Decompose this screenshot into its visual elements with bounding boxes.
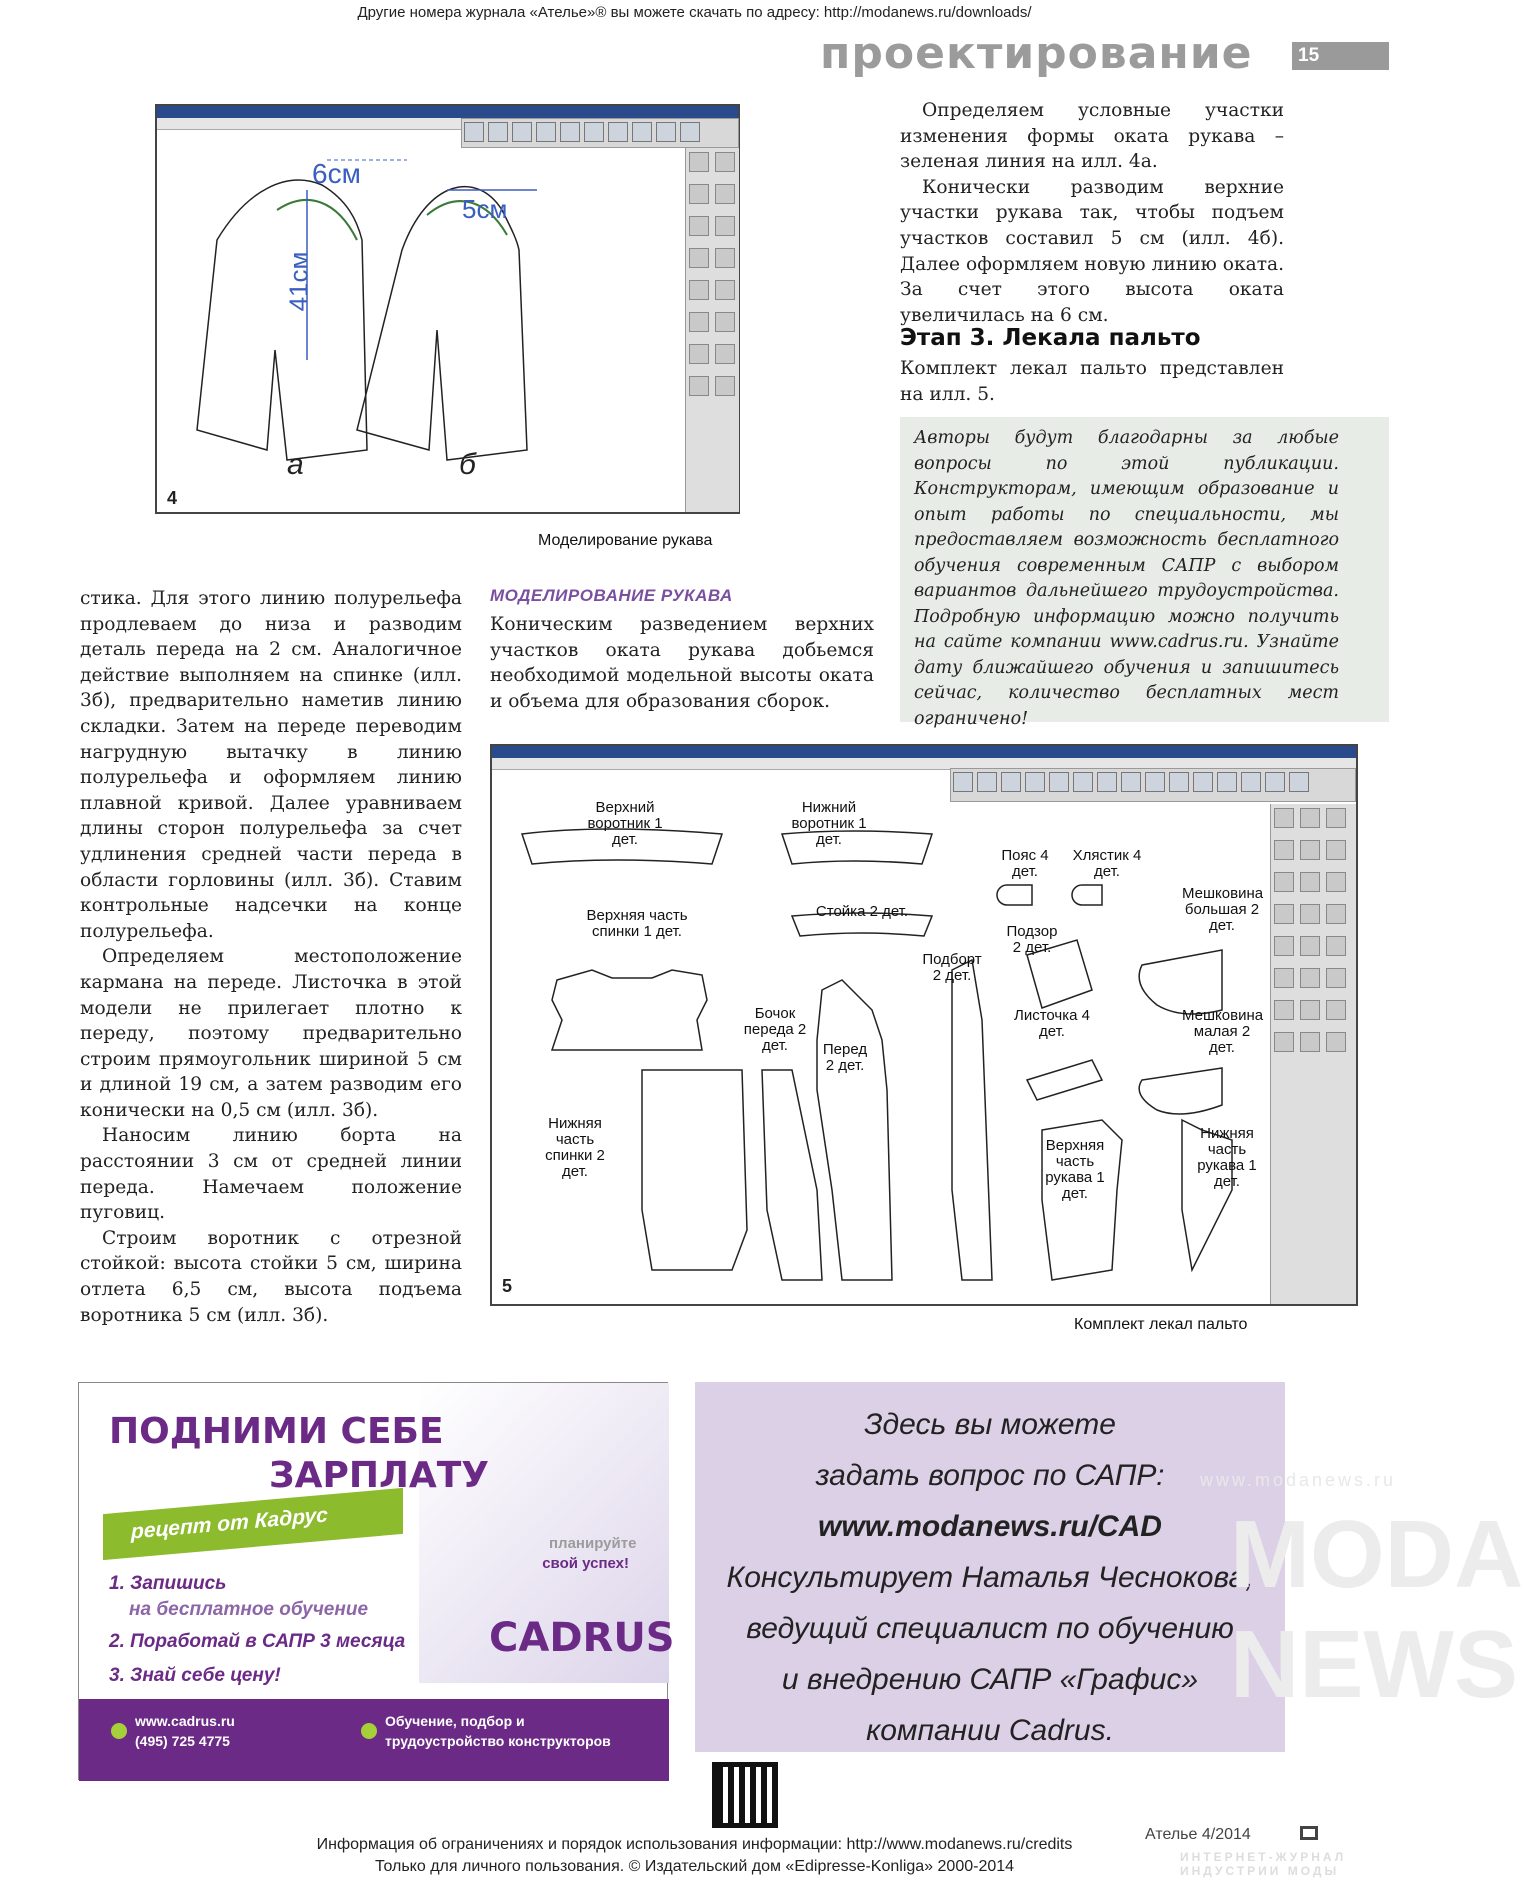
right-column-text [900,98,1284,328]
label-b: б [459,448,476,481]
ad-headline-2: ЗАРПЛАТУ [269,1455,490,1496]
ad-plan-2: свой успех! [542,1555,629,1572]
tool-icon[interactable] [715,280,735,300]
stage-heading: Этап 3. Лекала пальто [900,325,1201,351]
tool-icon[interactable] [689,280,709,300]
tool-icon[interactable] [1274,968,1294,988]
figure-5 [490,744,1358,1306]
tool-icon[interactable] [689,312,709,332]
ad-headline-1: ПОДНИМИ СЕБЕ [109,1411,444,1452]
label-tab: Хлястик 4 дет. [1072,847,1142,880]
stage-text: Комплект лекал пальто представлен на илл. 5. [900,358,1284,405]
cadrus-ad[interactable] [78,1382,675,1780]
tool-icon[interactable] [689,376,709,396]
tool-icon[interactable] [1274,872,1294,892]
bullet-icon [111,1723,127,1739]
ad-service-1: Обучение, подбор и [385,1713,525,1729]
tool-icon[interactable] [1300,936,1320,956]
ad-line: Консультирует Наталья Чеснокова, [726,1561,1254,1594]
ad-line: Здесь вы можете [864,1408,1116,1441]
cad-link[interactable]: www.modanews.ru/CAD [818,1510,1162,1543]
paragraph: стика. Для этого линию полурельефа продлеваем до низа и разводим деталь переда на 2 см. Аналогичное действие выполняем на спинке (илл. 3б), предварительно наметив линию складки. Затем на переде переводим нагрудную вытачку в линию полурельефа и оформляем линию плавной кривой. Далее уравниваем длины сторон полурельефа за счет удлинения средней части переда в области горловины (илл. 3б). Ставим контрольные надсечки на конце полурельефа. [80,588,462,942]
tool-icon[interactable] [1326,872,1346,892]
ad-footer [79,1699,669,1781]
subheading: МОДЕЛИРОВАНИЕ РУКАВА [490,586,733,605]
tool-icon[interactable] [1326,968,1346,988]
figure-4 [155,104,740,514]
window-titlebar [492,746,1356,758]
label-under-collar: Нижний воротник 1 дет. [791,799,867,848]
tool-icon[interactable] [715,152,735,172]
middle-column-text: Коническим разведением верхних участков оката рукава добьемся необходимой модельной высоты оката и объема для образования сборок. [490,614,874,712]
section-title: проектирование [820,28,1253,79]
paragraph: Наносим линию борта на расстоянии 3 см от средней линии переда. Намечаем положение пуговиц. [80,1125,462,1224]
tool-icon[interactable] [1274,840,1294,860]
author-note: Авторы будут благодарны за любые вопросы по этой публикации. Конструкторам, имеющим образование и опыт работы по специальности, мы предоставляем возможность бесплатного обучения современным САПР с выбором вариантов дальнейшего трудоустройства. Подробную информацию можно получить на сайте компании www.cadrus.ru. Узнайте дату ближайшего обучения и запишитесь сейчас, количество бесплатных мест ограничено! [914,428,1339,729]
paragraph: Конически разводим верхние участки рукава так, чтобы подъем участков составил 5 см (илл. 4б). Далее оформляем новую линию оката. За счет этого высота оката увеличилась на 6 см. [900,176,1284,326]
tool-icon[interactable] [1326,1032,1346,1052]
tool-icon[interactable] [1300,968,1320,988]
label-upper-sleeve: Верхняя часть рукава 1 дет. [1045,1137,1105,1202]
ad-line: ведущий специалист по обучению [746,1612,1234,1645]
tool-icon[interactable] [1326,1000,1346,1020]
ad-line: компании Cadrus. [866,1714,1114,1747]
window-titlebar [157,106,738,118]
issue-label: Ателье 4/2014 [1145,1826,1251,1843]
left-column-text [80,586,462,1328]
label-belt: Пояс 4 дет. [1001,847,1049,880]
tool-icon[interactable] [715,184,735,204]
page-icon [1300,1826,1318,1840]
label-front: Перед 2 дет. [822,1041,868,1074]
stamp-1: ИНТЕРНЕТ-ЖУРНАЛ [1180,1850,1347,1864]
label-under-sleeve: Нижняя часть рукава 1 дет. [1197,1125,1257,1190]
paragraph: Определяем местоположение кармана на переде. Листочка в этой модели не прилегает плотно к переду, поэтому предварительно строим прямоугольник шириной 5 см и длиной 19 см, а затем разводим его конически на 0,5 см (илл. 3б). [80,946,462,1121]
label-stand: Стойка 2 дет. [815,903,909,920]
label-lower-back: Нижняя часть спинки 2 дет. [545,1115,605,1180]
cadrus-logo: CADRUS [489,1615,675,1661]
ad-phone: (495) 725 4775 [135,1733,230,1749]
tool-icon[interactable] [689,184,709,204]
label-pocket-big: Мешковина большая 2 дет. [1182,885,1264,934]
tool-icon[interactable] [1300,872,1320,892]
sleeve-drawing [157,130,685,514]
label-facing: Подборт 2 дет. [922,951,982,984]
side-toolbar [1270,804,1356,1304]
tool-icon[interactable] [689,216,709,236]
tool-icon[interactable] [689,344,709,364]
stamp-2: ИНДУСТРИИ МОДЫ [1180,1864,1340,1878]
pattern-pieces [492,770,1270,1306]
tool-icon[interactable] [1274,904,1294,924]
tool-icon[interactable] [1300,1032,1320,1052]
ad-plan-1: планируйте [549,1535,637,1552]
tool-icon[interactable] [1326,936,1346,956]
ad-step-2: 2. Поработай в САПР 3 месяца [109,1631,406,1652]
ad-step-3: 3. Знай себе цену! [109,1665,281,1686]
tool-icon[interactable] [715,312,735,332]
label-a: а [287,448,304,481]
tool-icon[interactable] [689,248,709,268]
tool-icon[interactable] [715,344,735,364]
footer-line-2: Только для личного пользования. © Издательский дом «Edipresse-Konliga» 2000-2014 [374,1858,1015,1875]
dim-41cm: 41см [283,251,314,312]
tool-icon[interactable] [1274,808,1294,828]
figure-5-caption: Комплект лекал пальто [1074,1316,1248,1333]
paragraph: Определяем условные участки изменения формы оката рукава – зеленая линия на илл. 4а. [900,100,1284,173]
label-upper-back: Верхняя часть спинки 1 дет. [586,907,688,940]
label-pocket-small: Мешковина малая 2 дет. [1182,1007,1264,1056]
ad-line: задать вопрос по САПР: [815,1459,1165,1492]
bullet-icon [361,1723,377,1739]
tool-icon[interactable] [1300,808,1320,828]
side-toolbar [685,148,739,512]
figure-number: 4 [167,488,178,508]
dim-5cm: 5см [462,194,508,224]
modanews-ad [695,1382,1285,1752]
page-number: 15 [1292,42,1389,70]
ad-step-1b: на бесплатное обучение [129,1599,369,1620]
tool-icon[interactable] [1274,1032,1294,1052]
watermark-url: www.modanews.ru [1200,1470,1397,1490]
ad-site[interactable]: www.cadrus.ru [135,1713,235,1729]
tool-icon[interactable] [1300,840,1320,860]
top-note: Другие номера журнала «Ателье»® вы можете скачать по адресу: http://modanews.ru/downloads/ [357,4,1032,21]
tool-icon[interactable] [715,216,735,236]
ad-line: и внедрению САПР «Графис» [781,1663,1199,1696]
tool-icon[interactable] [715,248,735,268]
tool-icon[interactable] [1300,1000,1320,1020]
footer-line-1: Информация об ограничениях и порядок использования информации: http://www.modanews.ru/credits [316,1836,1073,1853]
label-welt: Листочка 4 дет. [1014,1007,1090,1040]
author-note-box [900,417,1389,729]
tool-icon[interactable] [1274,936,1294,956]
qr-code[interactable] [712,1762,778,1828]
figure-4-caption: Моделирование рукава [538,532,713,549]
ad-service-2: трудоустройство конструкторов [385,1733,611,1749]
tool-icon[interactable] [1300,904,1320,924]
figure-number: 5 [502,1276,513,1296]
label-pocket-facing: Подзор 2 дет. [1006,923,1058,956]
tool-icon[interactable] [1289,772,1309,792]
tool-icon[interactable] [1326,904,1346,924]
paragraph: Строим воротник с отрезной стойкой: высота стойки 5 см, ширина отлета 6,5 см, высота подъема воротника 5 см (илл. 3б). [80,1227,462,1326]
dim-6cm: 6см [312,158,361,189]
tool-icon[interactable] [1274,1000,1294,1020]
tool-icon[interactable] [1326,840,1346,860]
tool-icon[interactable] [715,376,735,396]
tool-icon[interactable] [1326,808,1346,828]
label-side-front: Бочок переда 2 дет. [743,1005,807,1054]
watermark-moda: MODA [1230,1501,1523,1608]
label-upper-collar: Верхний воротник 1 дет. [587,799,663,848]
watermark-news: NEWS [1230,1611,1518,1718]
tool-icon[interactable] [689,152,709,172]
ad-recipe: рецепт от Кадрус [103,1488,403,1560]
ad-step-1: 1. Запишись [109,1573,227,1594]
